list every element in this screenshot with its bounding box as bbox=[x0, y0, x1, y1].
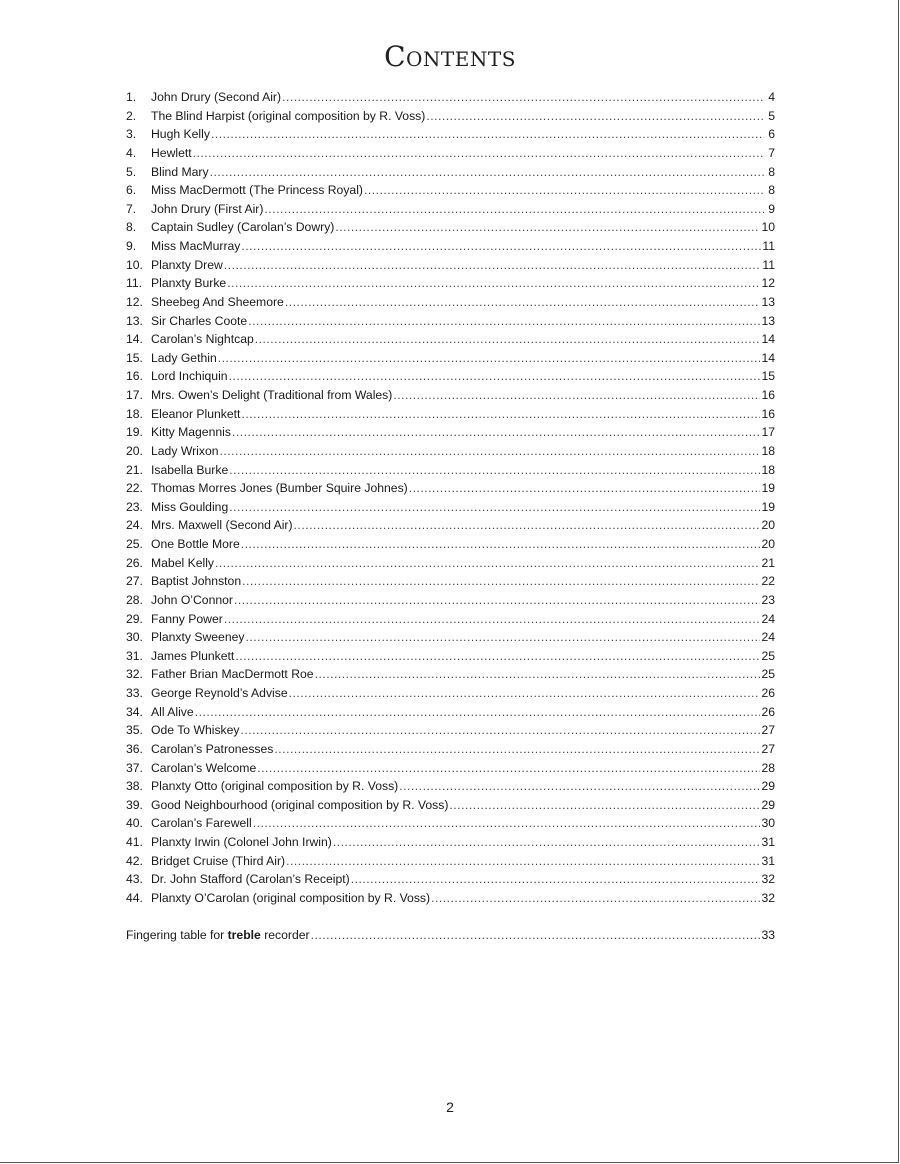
page-title: Contents bbox=[384, 40, 516, 73]
toc-entry-number: 34. bbox=[126, 704, 143, 719]
toc-entry-title: Hewlett bbox=[151, 145, 192, 160]
toc-entry-title: Mrs. Owen’s Delight (Traditional from Wales) bbox=[151, 388, 393, 402]
toc-entry-page: 25 bbox=[761, 667, 775, 682]
toc-entry-number: 5. bbox=[126, 164, 137, 179]
toc-entry-title: Blind Mary bbox=[151, 164, 209, 179]
toc-entry[interactable] bbox=[126, 665, 775, 684]
toc-entry-page: 15 bbox=[761, 369, 775, 384]
toc-entry-page: 18 bbox=[761, 462, 775, 477]
toc-entry[interactable] bbox=[126, 293, 775, 312]
toc-entry[interactable] bbox=[126, 349, 775, 368]
toc-entry-page: 25 bbox=[761, 648, 775, 663]
toc-entry[interactable] bbox=[126, 181, 775, 200]
toc-entry-page: 14 bbox=[761, 350, 775, 365]
toc-entry-title: Carolan’s Welcome bbox=[151, 760, 257, 775]
toc-entry-title: George Reynold’s Advise bbox=[151, 686, 288, 700]
toc-entry-number: 8. bbox=[126, 220, 137, 235]
toc-entry-title: Isabella Burke bbox=[151, 462, 229, 477]
toc-entry-number: 44. bbox=[126, 890, 143, 905]
dot-leader bbox=[248, 312, 760, 331]
toc-entry[interactable] bbox=[126, 256, 775, 275]
toc-entry[interactable] bbox=[126, 163, 775, 182]
toc-entry[interactable] bbox=[126, 498, 775, 517]
dot-leader bbox=[220, 442, 761, 461]
toc-entry[interactable] bbox=[126, 274, 775, 293]
toc-entry-number: 43. bbox=[126, 872, 143, 887]
dot-leader bbox=[409, 479, 761, 498]
toc-entry-title: Planxty Irwin (Colonel John Irwin) bbox=[151, 835, 332, 849]
dot-leader bbox=[449, 796, 760, 815]
toc-entry-page: 8 bbox=[768, 183, 775, 198]
toc-entry-title: Miss Goulding bbox=[151, 499, 229, 514]
toc-entry-page: 27 bbox=[761, 741, 775, 756]
toc-entry-title: Mabel Kelly bbox=[151, 555, 214, 570]
toc-entry-title: Miss MacDermott (The Princess Royal) bbox=[151, 183, 363, 198]
toc-entry-page: 24 bbox=[761, 630, 775, 645]
toc-entry[interactable] bbox=[126, 759, 775, 778]
dot-leader bbox=[241, 237, 761, 256]
toc-entry-number: 22. bbox=[126, 481, 143, 496]
toc-entry[interactable] bbox=[126, 237, 775, 256]
toc-entry-title: Hugh Kelly bbox=[151, 127, 210, 142]
toc-entry-page: 7 bbox=[768, 145, 775, 160]
dot-leader bbox=[294, 516, 761, 535]
dot-leader bbox=[242, 572, 760, 591]
toc-entry-number: 37. bbox=[126, 760, 143, 775]
toc-entry[interactable] bbox=[126, 423, 775, 442]
dot-leader bbox=[229, 498, 760, 517]
toc-entry-number: 28. bbox=[126, 592, 143, 607]
toc-entry[interactable] bbox=[126, 479, 775, 498]
toc-entry-number: 10. bbox=[126, 257, 143, 272]
dot-leader bbox=[224, 256, 762, 275]
toc-entry-title: Planxty Sweeney bbox=[151, 630, 245, 645]
toc-entry[interactable] bbox=[126, 647, 775, 666]
toc-entry-title: Planxty Burke bbox=[151, 276, 227, 291]
toc-entry[interactable] bbox=[126, 554, 775, 573]
toc-entry[interactable] bbox=[126, 889, 775, 908]
toc-entry-number: 41. bbox=[126, 835, 143, 849]
toc-entry[interactable] bbox=[126, 200, 775, 219]
toc-entry-number: 39. bbox=[126, 797, 143, 812]
toc-entry-page: 11 bbox=[762, 257, 775, 272]
toc-entry[interactable] bbox=[126, 777, 775, 796]
toc-entry[interactable] bbox=[126, 405, 775, 424]
dot-leader bbox=[232, 423, 761, 442]
toc-entry-number: 42. bbox=[126, 853, 143, 868]
dot-leader bbox=[193, 144, 764, 163]
toc-entry-number: 38. bbox=[126, 779, 143, 794]
toc-entry-title: Eleanor Plunkett bbox=[151, 406, 241, 421]
dot-leader bbox=[431, 889, 760, 908]
toc-entry-number: 15. bbox=[126, 350, 143, 365]
dot-leader bbox=[282, 88, 764, 107]
toc-entry-number: 30. bbox=[126, 630, 143, 645]
toc-entry-page: 17 bbox=[761, 425, 775, 440]
toc-entry[interactable] bbox=[126, 610, 775, 629]
toc-entry-title: Dr. John Stafford (Carolan’s Receipt) bbox=[151, 872, 350, 887]
toc-entry-number: 12. bbox=[126, 294, 143, 309]
toc-entry[interactable] bbox=[126, 144, 775, 163]
dot-leader bbox=[264, 200, 764, 219]
dot-leader bbox=[286, 852, 760, 871]
dot-leader bbox=[241, 405, 760, 424]
toc-entry-page: 24 bbox=[761, 611, 775, 626]
toc-entry-page: 13 bbox=[761, 313, 775, 328]
toc-entry-title: Carolan’s Nightcap bbox=[151, 332, 254, 347]
dot-leader bbox=[246, 628, 761, 647]
toc-entry-title: Lady Wrixon bbox=[151, 443, 219, 458]
toc-entry-title: Planxty O’Carolan (original composition by R. Voss) bbox=[151, 890, 431, 905]
toc-entry-title: Fanny Power bbox=[151, 611, 223, 626]
toc-entry-number: 11. bbox=[126, 276, 143, 291]
toc-entry-title: Lord Inchiquin bbox=[151, 369, 228, 384]
dot-leader bbox=[364, 181, 764, 200]
toc-entry[interactable] bbox=[126, 684, 775, 703]
toc-entry-page: 29 bbox=[761, 779, 775, 794]
toc-entry[interactable] bbox=[126, 796, 775, 815]
toc-entry[interactable] bbox=[126, 572, 775, 591]
toc-entry[interactable] bbox=[126, 591, 775, 610]
toc-entry-title: Baptist Johnston bbox=[151, 574, 242, 589]
toc-entry-page: 20 bbox=[761, 518, 775, 533]
toc-entry-title: Carolan’s Patronesses bbox=[151, 741, 274, 756]
toc-entry-number: 20. bbox=[126, 443, 143, 458]
dot-leader bbox=[218, 349, 761, 368]
toc-entry-title: Planxty Drew bbox=[151, 257, 223, 272]
toc-entry-number: 31. bbox=[126, 648, 143, 663]
toc-entry-page: 20 bbox=[761, 537, 775, 551]
toc-entry-title: Father Brian MacDermott Roe bbox=[151, 667, 314, 682]
toc-entry-page: 32 bbox=[761, 872, 775, 887]
dot-leader bbox=[315, 665, 761, 684]
dot-leader bbox=[253, 814, 761, 833]
toc-entry-page: 14 bbox=[761, 332, 775, 347]
toc-entry-number: 33. bbox=[126, 686, 143, 700]
dot-leader bbox=[241, 535, 761, 554]
toc-entry-title: Carolan’s Farewell bbox=[151, 816, 252, 831]
toc-entry-number: 21. bbox=[126, 462, 143, 477]
toc-entry-title: James Plunkett bbox=[151, 648, 235, 663]
toc-entry-number: 29. bbox=[126, 611, 143, 626]
toc-entry-page: 32 bbox=[761, 890, 775, 905]
toc-entry-page: 21 bbox=[761, 555, 775, 570]
toc-entry-page: 18 bbox=[761, 443, 775, 458]
toc-entry-number: 7. bbox=[126, 201, 137, 216]
toc-entry[interactable] bbox=[126, 367, 775, 386]
toc-entry-title: Ode To Whiskey bbox=[151, 723, 240, 738]
toc-entry-page: 31 bbox=[761, 835, 775, 849]
toc-entry[interactable] bbox=[126, 218, 775, 237]
dot-leader bbox=[426, 107, 764, 126]
toc-entry-number: 13. bbox=[126, 313, 143, 328]
toc-entry-number: 24. bbox=[126, 518, 143, 533]
toc-entry-page: 22 bbox=[761, 574, 775, 589]
toc-entry-title: All Alive bbox=[151, 704, 194, 719]
dot-leader bbox=[335, 218, 760, 237]
toc-entry-title: Captain Sudley (Carolan’s Dowry) bbox=[151, 220, 335, 235]
toc-entry[interactable] bbox=[126, 88, 775, 107]
toc-entry-title: Bridget Cruise (Third Air) bbox=[151, 853, 286, 868]
dot-leader bbox=[274, 740, 760, 759]
dot-leader bbox=[215, 554, 760, 573]
toc-entry[interactable] bbox=[126, 721, 775, 740]
toc-entry-title: John Drury (First Air) bbox=[151, 201, 264, 216]
toc-entry-page: 11 bbox=[762, 239, 775, 253]
toc-entry-number: 26. bbox=[126, 555, 143, 570]
dot-leader bbox=[257, 759, 760, 778]
toc-entry-page: 8 bbox=[768, 164, 775, 179]
toc-entry-title: Good Neighbourhood (original composition by R. Voss) bbox=[151, 797, 449, 812]
dot-leader bbox=[393, 386, 760, 405]
dot-leader bbox=[255, 330, 761, 349]
fingering-label-after: recorder bbox=[260, 928, 310, 942]
toc-entry-number: 16. bbox=[126, 369, 143, 384]
toc-entry[interactable] bbox=[126, 312, 775, 331]
toc-entry[interactable] bbox=[126, 125, 775, 144]
toc-entry-number: 3. bbox=[126, 127, 137, 142]
dot-leader bbox=[235, 647, 760, 666]
dot-leader bbox=[224, 610, 761, 629]
dot-leader bbox=[229, 367, 761, 386]
toc-entry-title: John O’Connor bbox=[151, 592, 233, 607]
toc-entry[interactable] bbox=[126, 535, 775, 554]
dot-leader bbox=[351, 870, 761, 889]
toc-entry-number: 6. bbox=[126, 183, 137, 198]
toc-entry-page: 19 bbox=[761, 499, 775, 514]
toc-entry[interactable] bbox=[126, 516, 775, 535]
toc-entry-page: 10 bbox=[761, 220, 775, 235]
toc-entry-page: 5 bbox=[768, 108, 775, 123]
dot-leader bbox=[227, 274, 760, 293]
toc-entry[interactable] bbox=[126, 740, 775, 759]
dot-leader bbox=[289, 684, 761, 703]
toc-entry-page: 23 bbox=[761, 592, 775, 607]
toc-entry-page: 29 bbox=[761, 797, 775, 812]
toc-entry[interactable] bbox=[126, 461, 775, 480]
toc-entry-number: 2. bbox=[126, 108, 137, 123]
page-number: 2 bbox=[446, 1099, 454, 1115]
dot-leader bbox=[241, 721, 761, 740]
toc-entry-page: 16 bbox=[761, 388, 775, 402]
toc-entry[interactable] bbox=[126, 814, 775, 833]
toc-entry-page: 28 bbox=[761, 760, 775, 775]
toc-entry-number: 9. bbox=[126, 239, 137, 253]
toc-entry-page: 27 bbox=[761, 723, 775, 738]
toc-entry-number: 1. bbox=[126, 90, 137, 104]
toc-entry-number: 36. bbox=[126, 741, 143, 756]
toc-entry-page: 6 bbox=[768, 127, 775, 142]
contents-list bbox=[126, 88, 775, 908]
toc-entry-title: Sir Charles Coote bbox=[151, 313, 248, 328]
toc-entry-title: One Bottle More bbox=[151, 537, 240, 551]
toc-entry-title: Miss MacMurray bbox=[151, 239, 241, 253]
toc-entry-number: 35. bbox=[126, 723, 143, 738]
fingering-page: 33 bbox=[761, 928, 775, 942]
toc-entry-page: 9 bbox=[768, 201, 775, 216]
dot-leader bbox=[234, 591, 760, 610]
toc-entry-page: 4 bbox=[768, 90, 775, 104]
toc-entry[interactable] bbox=[126, 833, 775, 852]
dot-leader bbox=[229, 461, 760, 480]
toc-entry[interactable] bbox=[126, 442, 775, 461]
toc-entry-page: 26 bbox=[761, 686, 775, 700]
toc-entry-number: 17. bbox=[126, 388, 143, 402]
toc-entry-number: 14. bbox=[126, 332, 143, 347]
toc-entry[interactable] bbox=[126, 628, 775, 647]
toc-entry-title: Mrs. Maxwell (Second Air) bbox=[151, 518, 293, 533]
dot-leader bbox=[333, 833, 761, 852]
toc-entry-number: 18. bbox=[126, 406, 143, 421]
fingering-label bbox=[126, 926, 310, 945]
toc-entry-number: 40. bbox=[126, 816, 143, 831]
dot-leader bbox=[210, 163, 764, 182]
dot-leader bbox=[195, 703, 761, 722]
toc-entry-title: Thomas Morres Jones (Bumber Squire Johnes) bbox=[151, 481, 408, 496]
toc-entry-number: 32. bbox=[126, 667, 143, 682]
toc-entry[interactable] bbox=[126, 703, 775, 722]
toc-entry-page: 31 bbox=[761, 853, 775, 868]
toc-entry-number: 19. bbox=[126, 425, 143, 440]
toc-entry-title: Lady Gethin bbox=[151, 350, 217, 365]
toc-entry-page: 19 bbox=[761, 481, 775, 496]
toc-entry-title: John Drury (Second Air) bbox=[151, 90, 282, 104]
toc-entry-page: 16 bbox=[761, 406, 775, 421]
dot-leader bbox=[211, 125, 764, 144]
toc-entry-title: Kitty Magennis bbox=[151, 425, 231, 440]
toc-entry[interactable] bbox=[126, 386, 775, 405]
fingering-label-before: Fingering table for bbox=[126, 928, 228, 942]
toc-entry-title: The Blind Harpist (original composition by R. Voss) bbox=[151, 108, 426, 123]
toc-entry[interactable] bbox=[126, 330, 775, 349]
toc-entry[interactable] bbox=[126, 870, 775, 889]
fingering-table-entry[interactable] bbox=[126, 926, 775, 945]
toc-entry-number: 4. bbox=[126, 145, 137, 160]
toc-entry-page: 12 bbox=[761, 276, 775, 291]
toc-entry-number: 25. bbox=[126, 537, 143, 551]
toc-entry-number: 23. bbox=[126, 499, 143, 514]
dot-leader bbox=[285, 293, 761, 312]
dot-leader bbox=[399, 777, 760, 796]
toc-entry[interactable] bbox=[126, 107, 775, 126]
toc-entry-page: 30 bbox=[761, 816, 775, 831]
toc-entry[interactable] bbox=[126, 852, 775, 871]
toc-entry-page: 13 bbox=[761, 294, 775, 309]
toc-entry-title: Sheebeg And Sheemore bbox=[151, 294, 284, 309]
dot-leader bbox=[311, 926, 761, 945]
toc-entry-title: Planxty Otto (original composition by R. Voss) bbox=[151, 779, 399, 794]
fingering-label-bold: treble bbox=[227, 928, 261, 942]
toc-entry-page: 26 bbox=[761, 704, 775, 719]
toc-entry-number: 27. bbox=[126, 574, 143, 589]
